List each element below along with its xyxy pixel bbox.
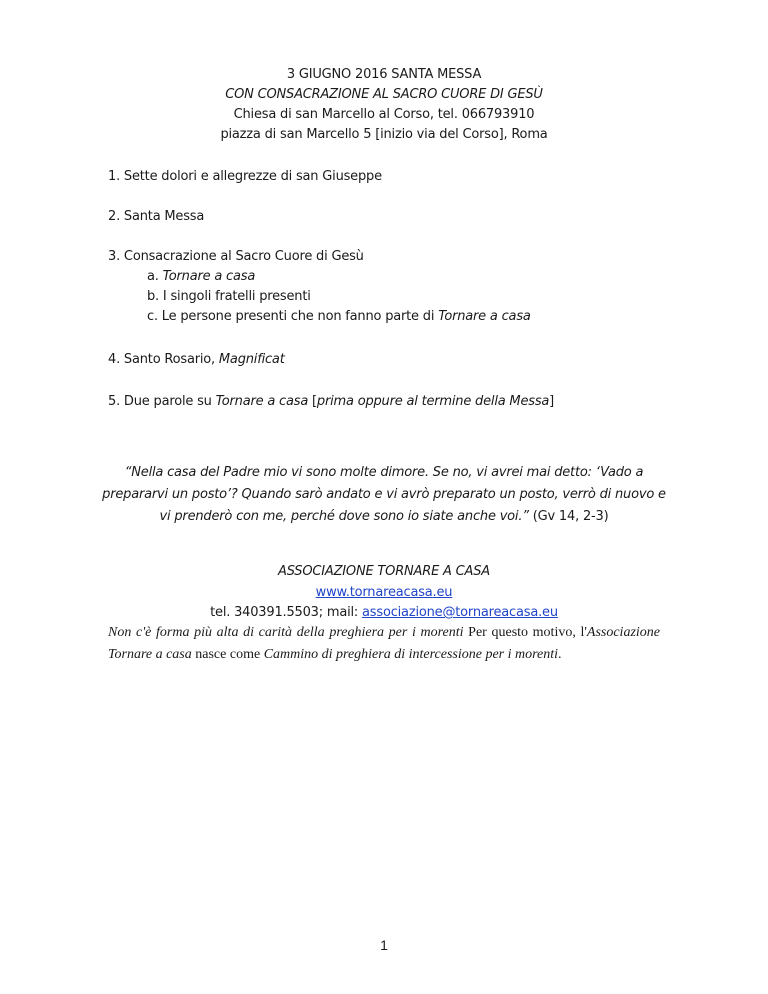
item-3a-italic: Tornare a casa	[162, 269, 256, 284]
quote-line-3-text: vi prenderò con me, perché dove sono io siate anche voi.”	[159, 509, 529, 524]
program-item-1: 1. Sette dolori e allegrezze di san Giuseppe	[108, 169, 382, 184]
program-item-3b: b. I singoli fratelli presenti	[147, 289, 311, 304]
closing-text-3: .	[558, 647, 562, 662]
association-name: ASSOCIAZIONE TORNARE A CASA	[278, 564, 490, 579]
event-title: 3 GIUGNO 2016 SANTA MESSA	[286, 67, 482, 82]
item-5-italic: Tornare a casa	[215, 394, 309, 409]
program-item-3: 3. Consacrazione al Sacro Cuore di Gesù	[108, 249, 364, 264]
contact-prefix: tel. 340391.5503; mail:	[210, 605, 363, 620]
program-item-5	[108, 393, 554, 411]
association-website-line	[0, 584, 768, 602]
quote-reference: (Gv 14, 2-3)	[528, 509, 609, 524]
email-link[interactable]: associazione@tornareacasa.eu	[362, 605, 558, 620]
item-5-bracket-open: [	[308, 394, 317, 409]
item-5-prefix: 5. Due parole su	[108, 394, 216, 409]
program-item-2: 2. Santa Messa	[108, 209, 205, 224]
program-item-3a	[147, 268, 255, 286]
quote-line-1: “Nella casa del Padre mio vi sono molte dimore. Se no, vi avrei mai detto: ‘Vado a	[124, 465, 644, 480]
closing-italic-3: Cammino di preghiera di intercessione per i morenti	[263, 647, 559, 662]
event-subtitle: CON CONSACRAZIONE AL SACRO CUORE DI GESÙ	[225, 87, 543, 102]
church-address: piazza di san Marcello 5 [inizio via del Corso], Roma	[220, 127, 548, 142]
closing-italic-2: Associazione Tornare a casa	[108, 625, 660, 662]
quote-line-2: prepararvi un posto’? Quando sarò andato e vi avrò preparato un posto, verrò di nuovo e	[102, 487, 666, 502]
closing-paragraph	[108, 622, 660, 666]
item-5-bracket-italic: prima oppure al termine della Messa	[316, 394, 550, 409]
program-item-4	[108, 351, 285, 369]
closing-text-1: Per questo motivo, l'	[463, 625, 587, 640]
association-contact	[0, 604, 768, 622]
item-5-bracket-close: ]	[549, 394, 555, 409]
quote-line-3	[0, 508, 768, 526]
item-3c-italic: Tornare a casa	[438, 309, 531, 324]
closing-italic-1: Non c'è forma più alta di carità della preghiera per i morenti	[108, 625, 464, 640]
page-number: 1	[380, 937, 388, 953]
church-info: Chiesa di san Marcello al Corso, tel. 066793910	[233, 107, 535, 122]
item-3a-prefix: a.	[147, 269, 163, 284]
program-item-3c	[147, 308, 531, 326]
closing-text-2: nasce come	[191, 647, 264, 662]
item-4-prefix: 4. Santo Rosario,	[108, 352, 219, 367]
item-4-italic: Magnificat	[218, 352, 285, 367]
website-link[interactable]: www.tornareacasa.eu	[315, 585, 453, 600]
item-3c-prefix: c. Le persone presenti che non fanno parte di	[147, 309, 439, 324]
